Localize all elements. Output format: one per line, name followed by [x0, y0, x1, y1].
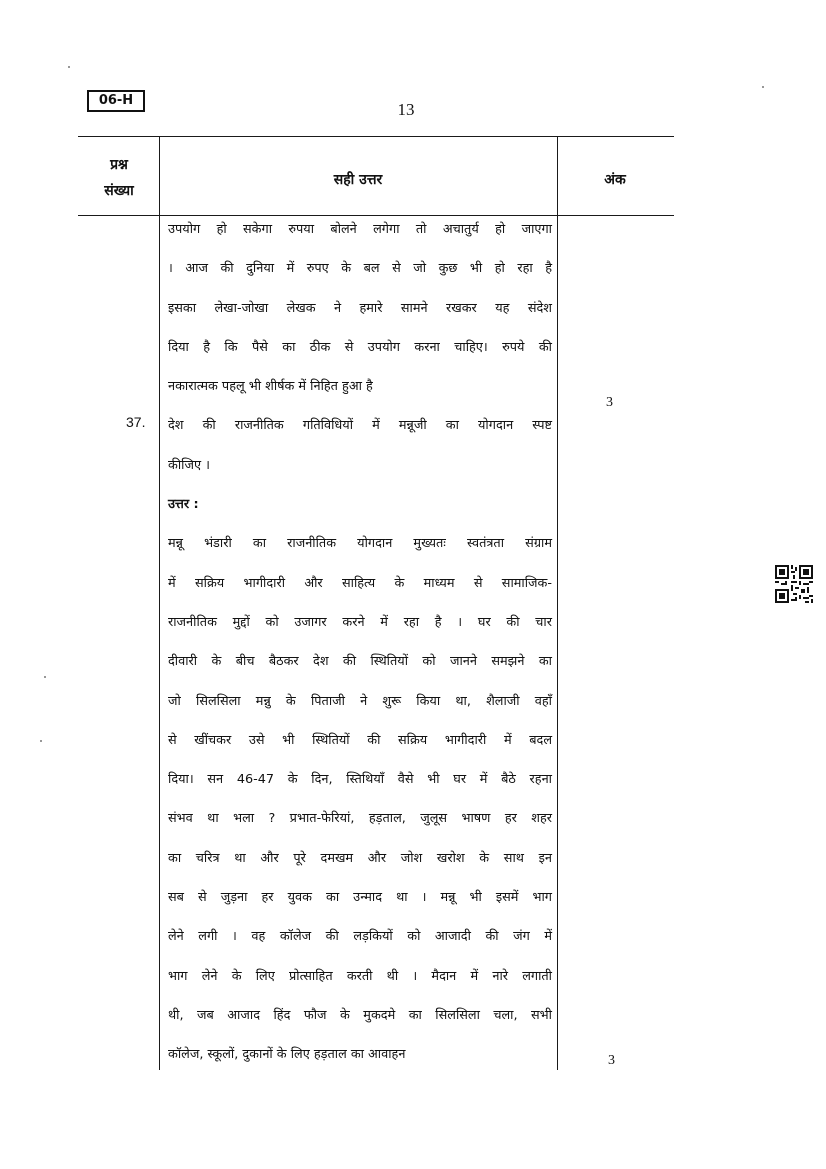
scan-speck [68, 66, 70, 68]
header-question-number-line1: प्रश्न [110, 157, 128, 173]
text-line: । आज की दुनिया में रुपए के बल से जो कुछ भी हो रहा है [168, 261, 552, 277]
page-number: 13 [397, 100, 415, 119]
text-line: संभव था भला ? प्रभात-फेरियां, हड़ताल, जुलूस भाषण हर शहर [168, 811, 552, 827]
paper-code-badge: 06-H [87, 90, 145, 112]
scan-speck [40, 740, 42, 742]
text-line: कॉलेज, स्कूलों, दुकानों के लिए हड़ताल का आवाहन [168, 1047, 406, 1063]
text-line: दिया। सन 46-47 के दिन, स्तिथियाँ वैसे भी घर में बैठे रहना [168, 772, 552, 788]
text-line: जो सिलसिला मन्नु के पिताजी ने शुरू किया था, शैलाजी वहाँ [168, 693, 552, 709]
question-text-line: कीजिए । [168, 457, 210, 473]
text-line: भाग लेने के लिए प्रोत्साहित करती थी । मैदान में नारे लगाती [168, 968, 552, 984]
text-line: से खींचकर उसे भी स्थितियों की सक्रिय भागीदारी में बदल [168, 732, 552, 748]
qr-code-icon [775, 565, 813, 603]
question-number: 37. [126, 414, 146, 430]
scan-speck [44, 676, 46, 678]
header-question-number [80, 152, 158, 204]
header-question-number-line2: संख्या [104, 183, 134, 199]
text-line: उपयोग हो सकेगा रुपया बोलने लगेगा तो अचातुर्य हो जाएगा [168, 222, 552, 237]
text-line: का चरित्र था और पूरे दमखम और जोश खरोश के साथ इन [168, 850, 552, 866]
marks-value: 3 [608, 1053, 615, 1068]
text-line: दीवारी के बीच बैठकर देश की स्थितियों को जानने समझने का [168, 654, 552, 670]
header-marks: अंक [604, 172, 626, 188]
column-divider-2 [557, 136, 558, 1070]
text-line: सब से जुड़ना हर युवक का उन्माद था । मन्नू भी इसमें भाग [168, 890, 552, 906]
question-text-line: देश की राजनीतिक गतिविधियों में मन्नूजी का योगदान स्पष्ट [168, 418, 552, 434]
text-line: मन्नू भंडारी का राजनीतिक योगदान मुख्यतः स्वतंत्रता संग्राम [168, 536, 552, 552]
scan-speck [762, 86, 764, 88]
text-line: इसका लेखा-जोखा लेखक ने हमारे सामने रखकर यह संदेश [168, 300, 552, 316]
text-line: थी, जब आजाद हिंद फौज के मुकदमे का सिलसिला चला, सभी [168, 1007, 552, 1023]
text-line: दिया है कि पैसे का ठीक से उपयोग करना चाहिए। रुपये की [168, 339, 552, 355]
text-line: राजनीतिक मुद्दों को उजागर करने में रहा है । घर की चार [168, 614, 552, 630]
table-top-rule [78, 136, 674, 137]
column-divider-1 [159, 136, 160, 1070]
marks-value: 3 [606, 395, 613, 410]
text-line: लेने लगी । वह कॉलेज की लड़कियों को आजादी की जंग में [168, 929, 552, 945]
header-correct-answer: सही उत्तर [333, 172, 383, 188]
text-line: नकारात्मक पहलू भी शीर्षक में निहित हुआ है [168, 379, 373, 395]
answer-text [168, 215, 552, 1080]
text-line: में सक्रिय भागीदारी और साहित्य के माध्यम से सामाजिक- [168, 575, 552, 591]
answer-label: उत्तर : [168, 497, 199, 513]
